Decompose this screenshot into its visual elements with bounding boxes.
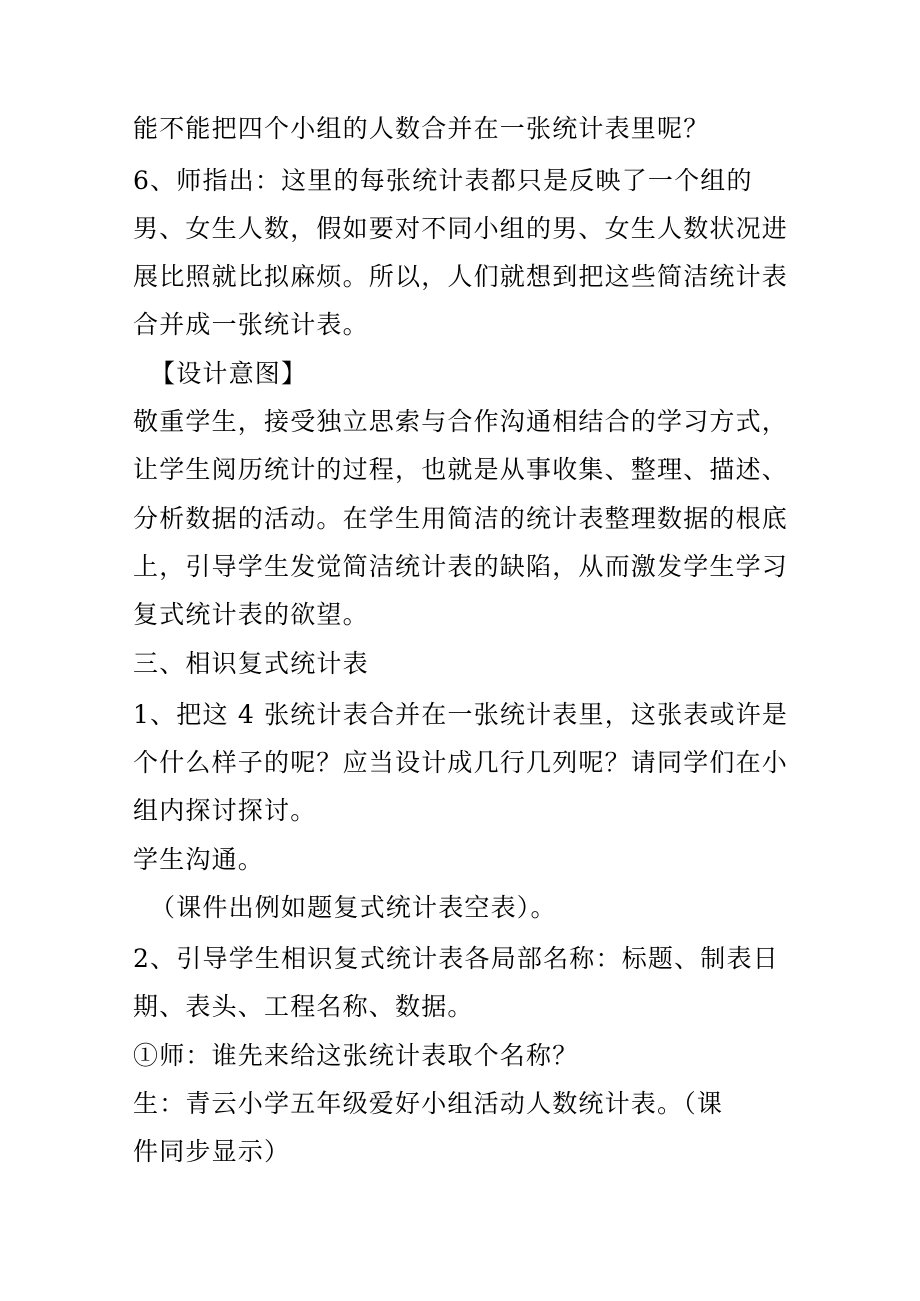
text-line: 件同步显示）: [133, 1137, 291, 1166]
text-line: 2、引导学生相识复式统计表各局部名称：标题、制表日: [133, 944, 779, 973]
text-line: 能不能把四个小组的人数合并在一张统计表里呢？: [133, 114, 710, 143]
text-line: 让学生阅历统计的过程，也就是从事收集、整理、描述、: [133, 455, 789, 484]
text-line: 复式统计表的欲望。: [133, 600, 369, 629]
text-line: 1、把这 4 张统计表合并在一张统计表里，这张表或许是: [133, 700, 789, 729]
section-heading: 三、相识复式统计表: [133, 649, 369, 678]
text-line: 上，引导学生发觉简洁统计表的缺陷，从而激发学生学习: [133, 552, 789, 581]
section-heading: 【设计意图】: [150, 359, 308, 388]
text-line: （课件出例如题复式统计表空表）。: [150, 893, 557, 922]
text-line: 组内探讨探讨。: [133, 796, 317, 825]
text-line: 展比照就比拟麻烦。所以，人们就想到把这些简洁统计表: [133, 262, 789, 291]
text-line: 生：青云小学五年级爱好小组活动人数统计表。（课: [133, 1089, 724, 1118]
text-line: 个什么样子的呢？应当设计成几行几列呢？请同学们在小: [133, 748, 789, 777]
text-line: 分析数据的活动。在学生用简洁的统计表整理数据的根底: [133, 504, 789, 533]
text-line: 合并成一张统计表。: [133, 310, 369, 339]
text-line: 敬重学生，接受独立思索与合作沟通相结合的学习方式，: [133, 407, 789, 436]
text-line: 男、女生人数，假如要对不同小组的男、女生人数状况进: [133, 214, 789, 243]
text-line: 学生沟通。: [133, 845, 265, 874]
text-line: 6、师指出：这里的每张统计表都只是反映了一个组的: [133, 166, 753, 195]
text-line: ①师：谁先来给这张统计表取个名称？: [133, 1041, 579, 1070]
text-line: 期、表头、工程名称、数据。: [133, 992, 474, 1021]
